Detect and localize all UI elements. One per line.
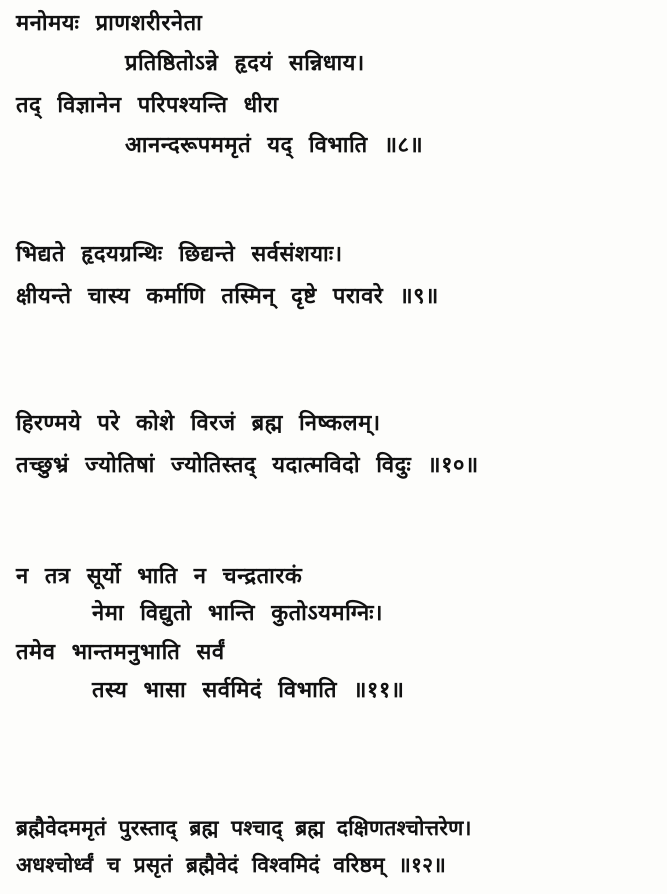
verse-8-line-1: मनोमयः प्राणशरीरनेता [16, 11, 203, 36]
verse-11-line-1: न तत्र सूर्यो भाति न चन्द्रतारकं [16, 564, 303, 589]
verse-12-line-2: अधश्चोर्ध्वं च प्रसृतं ब्रह्मैवेदं विश्वमिदं वरिष्ठम् ॥१२॥ [16, 853, 447, 877]
verse-9-line-2: क्षीयन्ते चास्य कर्माणि तस्मिन् दृष्टे परावरे ॥९॥ [16, 284, 439, 309]
verse-8-line-4: आनन्दरूपममृतं यद् विभाति ॥८॥ [125, 133, 424, 158]
verse-8-line-3: तद् विज्ञानेन परिपश्यन्ति धीरा [16, 93, 279, 118]
verse-11-line-2: नेमा विद्युतो भान्ति कुतोऽयमग्निः। [92, 601, 383, 626]
verse-8-line-2: प्रतिष्ठितोऽन्ने हृदयं सन्निधाय। [125, 51, 365, 76]
verse-10-line-2: तच्छुभ्रं ज्योतिषां ज्योतिस्तद् यदात्मविदो विदुः ॥१०॥ [16, 453, 479, 478]
verse-12-line-1: ब्रह्मैवेदममृतं पुरस्ताद् ब्रह्म पश्चाद् ब्रह्म दक्षिणतश्चोत्तरेण। [16, 816, 472, 840]
verse-11-line-3: तमेव भान्तमनुभाति सर्वं [16, 640, 225, 665]
verse-11-line-4: तस्य भासा सर्वमिदं विभाति ॥११॥ [92, 678, 405, 703]
verse-9-line-1: भिद्यते हृदयग्रन्थिः छिद्यन्ते सर्वसंशयाः। [16, 242, 343, 267]
verse-10-line-1: हिरण्मये परे कोशे विरजं ब्रह्म निष्कलम्। [16, 411, 381, 436]
